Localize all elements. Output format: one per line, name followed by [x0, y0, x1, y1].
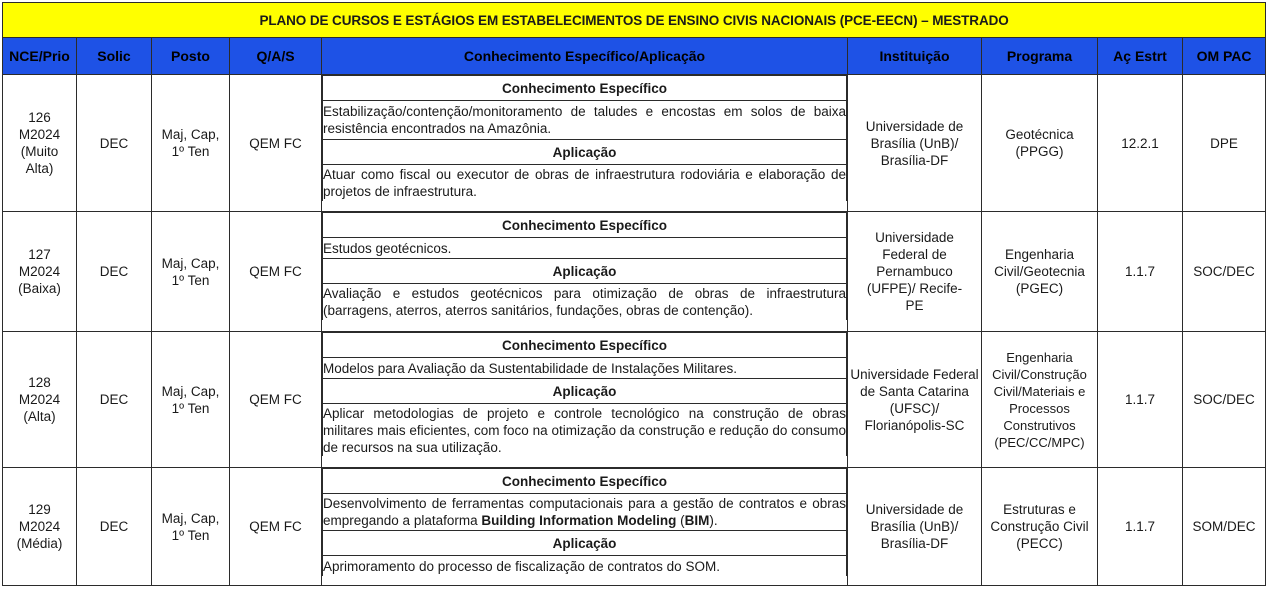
posto-line-1: Maj, Cap, [161, 127, 220, 142]
posto-cell [152, 332, 230, 468]
nce-number: 128 [28, 375, 51, 390]
qas-cell: QEM FC [230, 75, 322, 212]
programa-cell: Geotécnica (PPGG) [982, 75, 1098, 212]
conhecimento-inner [322, 75, 847, 201]
ac-estrt-cell: 12.2.1 [1098, 75, 1183, 212]
aplicacao-text: Atuar como fiscal ou executor de obras de infraestrutura rodoviária e elaboração de projetos de infraestrutura. [323, 165, 847, 202]
om-pac-cell: SOC/DEC [1183, 332, 1266, 468]
nce-number: 129 [28, 502, 51, 517]
table-row [3, 212, 1266, 332]
table-row [3, 468, 1266, 586]
label-aplicacao: Aplicação [323, 259, 847, 284]
posto-cell [152, 468, 230, 586]
ac-estrt-cell: 1.1.7 [1098, 332, 1183, 468]
posto-cell [152, 75, 230, 212]
programa-cell: Engenharia Civil/Geotecnia (PGEC) [982, 212, 1098, 332]
conhecimento-text: Estudos geotécnicos. [323, 238, 847, 259]
courses-table [2, 2, 1266, 586]
instituicao-cell: Universidade de Brasília (UnB)/ Brasília-DF [848, 468, 982, 586]
ac-estrt-cell: 1.1.7 [1098, 468, 1183, 586]
conhecimento-text-bold2: BIM [684, 513, 710, 528]
posto-line-1: Maj, Cap, [161, 510, 220, 526]
programa-cell: Engenharia Civil/Construção Civil/Materiais e Processos Construtivos (PEC/CC/MPC) [982, 332, 1098, 468]
priority: (Média) [16, 536, 63, 551]
aplicacao-text: Avaliação e estudos geotécnicos para otimização de obras de infraestrutura (barragens, aterros, aterros sanitários, fundações, obras de contenção). [323, 284, 847, 321]
posto-line-2: 1º Ten [171, 144, 210, 159]
label-conhecimento: Conhecimento Específico [323, 469, 847, 494]
conhecimento-text-bold: Building Information Modeling [481, 513, 677, 528]
header-solic: Solic [77, 38, 152, 75]
conhecimento-inner [322, 332, 847, 456]
label-aplicacao: Aplicação [323, 531, 847, 556]
header-programa: Programa [982, 38, 1098, 75]
nce-prio-cell [3, 212, 77, 332]
nce-prio-cell [3, 332, 77, 468]
nce-prio-cell [3, 75, 77, 212]
label-aplicacao: Aplicação [323, 379, 847, 404]
header-ac-estrt: Aç Estrt [1098, 38, 1183, 75]
conhecimento-text: Modelos para Avaliação da Sustentabilidade de Instalações Militares. [323, 358, 847, 379]
nce-year: M2024 [18, 264, 61, 279]
header-qas: Q/A/S [230, 38, 322, 75]
programa-cell: Estruturas e Construção Civil (PECC) [982, 468, 1098, 586]
header-row [3, 38, 1266, 75]
conhecimento-text-mid: ( [676, 513, 685, 528]
solic-cell: DEC [77, 75, 152, 212]
conhecimento-text-post: ). [709, 513, 718, 528]
conhecimento-text: Estabilização/contenção/monitoramento de taludes e encostas em solos de baixa resistência encontrados na Amazônia. [323, 101, 847, 140]
instituicao-cell: Universidade Federal de Pernambuco (UFPE)/ Recife-PE [848, 212, 982, 332]
solic-cell: DEC [77, 468, 152, 586]
nce-year: M2024 [18, 127, 61, 142]
posto-line-1: Maj, Cap, [161, 383, 220, 399]
posto-line-2: 1º Ten [171, 527, 210, 543]
aplicacao-text: Aplicar metodologias de projeto e controle tecnológico na construção de obras militares mais eficientes, com foco na otimização da construção e redução do consumo de recursos na sua utilização. [323, 405, 846, 455]
posto-cell [152, 212, 230, 332]
nce-number: 126 [28, 110, 51, 125]
nce-prio-cell [3, 468, 77, 586]
solic-cell: DEC [77, 212, 152, 332]
header-om-pac: OM PAC [1183, 38, 1266, 75]
label-conhecimento: Conhecimento Específico [323, 213, 847, 238]
qas-cell: QEM FC [230, 468, 322, 586]
header-conhecimento: Conhecimento Específico/Aplicação [322, 38, 848, 75]
instituicao-cell: Universidade de Brasília (UnB)/ Brasília-DF [848, 75, 982, 212]
conhecimento-cell [322, 75, 848, 212]
qas-cell: QEM FC [230, 332, 322, 468]
qas-cell: QEM FC [230, 212, 322, 332]
conhecimento-text [323, 494, 847, 531]
label-aplicacao: Aplicação [323, 140, 847, 165]
om-pac-cell: DPE [1183, 75, 1266, 212]
om-pac-cell: SOC/DEC [1183, 212, 1266, 332]
conhecimento-cell [322, 332, 848, 468]
conhecimento-cell [322, 468, 848, 586]
conhecimento-inner [322, 212, 847, 320]
header-nce-prio: NCE/Prio [3, 38, 77, 75]
instituicao-cell: Universidade Federal de Santa Catarina (UFSC)/ Florianópolis-SC [848, 332, 982, 468]
priority: (Muito Alta) [20, 144, 59, 176]
solic-cell: DEC [77, 332, 152, 468]
header-posto: Posto [152, 38, 230, 75]
conhecimento-text-pre: Desenvolvimento de ferramentas computacionais para a gestão de contratos e obras empregando a plataforma [323, 496, 846, 528]
header-instituicao: Instituição [848, 38, 982, 75]
nce-year: M2024 [18, 519, 61, 534]
priority: (Alta) [23, 409, 56, 424]
ac-estrt-cell: 1.1.7 [1098, 212, 1183, 332]
posto-line-2: 1º Ten [171, 400, 210, 416]
label-conhecimento: Conhecimento Específico [323, 333, 847, 358]
table-title: PLANO DE CURSOS E ESTÁGIOS EM ESTABELECIMENTOS DE ENSINO CIVIS NACIONAIS (PCE-EECN) – MESTRADO [3, 3, 1266, 38]
table-row [3, 332, 1266, 468]
om-pac-cell: SOM/DEC [1183, 468, 1266, 586]
conhecimento-cell [322, 212, 848, 332]
priority: (Baixa) [18, 281, 61, 296]
posto-line-2: 1º Ten [171, 272, 210, 288]
table-row [3, 75, 1266, 212]
label-conhecimento: Conhecimento Específico [323, 76, 847, 101]
nce-year: M2024 [18, 392, 61, 407]
aplicacao-text: Aprimoramento do processo de fiscalização de contratos do SOM. [323, 556, 847, 577]
nce-number: 127 [28, 247, 51, 262]
posto-line-1: Maj, Cap, [161, 255, 220, 271]
conhecimento-inner [322, 468, 847, 576]
